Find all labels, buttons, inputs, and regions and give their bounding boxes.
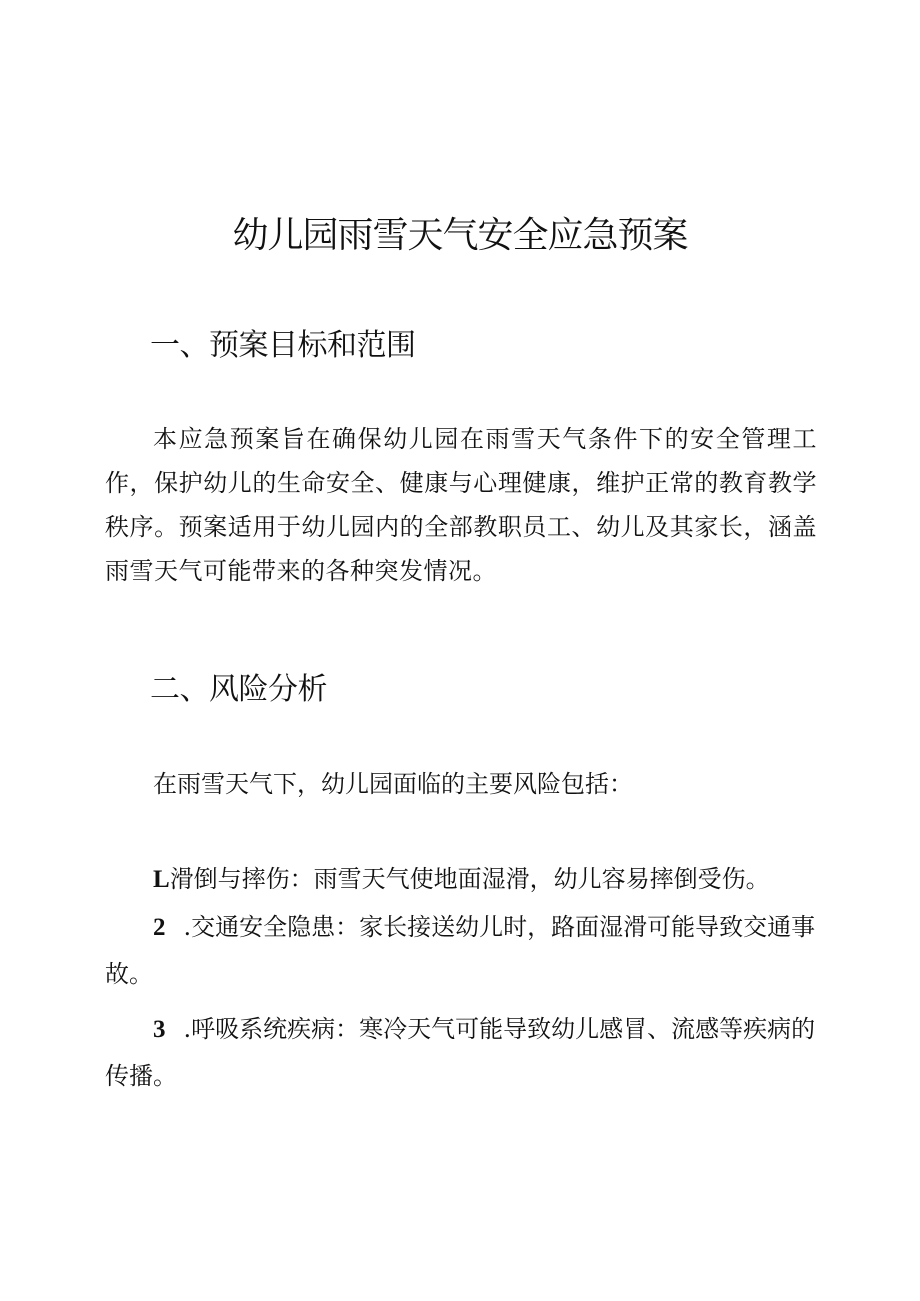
section-heading-goals-scope: 一、预案目标和范围 — [150, 328, 416, 363]
risk-analysis-lead: 在雨雪天气下，幼儿园面临的主要风险包括： — [153, 770, 633, 798]
risk-list-item-text: .呼吸系统疾病：寒冷天气可能导致幼儿感冒、流感等疾病的传播。 — [105, 1015, 816, 1090]
risk-list-item — [105, 856, 817, 903]
risk-list-item-text: 滑倒与摔伤：雨雪天气使地面湿滑，幼儿容易摔倒受伤。 — [169, 865, 770, 893]
risk-list-item-text: .交通安全隐患：家长接送幼儿时，路面湿滑可能导致交通事故。 — [105, 913, 816, 988]
risk-list-item-number: 2 — [153, 914, 166, 941]
risk-list-item-number: 3 — [153, 1016, 166, 1043]
section-heading-risk-analysis: 二、风险分析 — [150, 672, 327, 707]
risk-list-item — [105, 1006, 817, 1099]
risk-list-item — [105, 904, 817, 997]
risk-list-item-number: L — [153, 866, 170, 893]
section-paragraph-goals-scope: 本应急预案旨在确保幼儿园在雨雪天气条件下的安全管理工作，保护幼儿的生命安全、健康与心理健康，维护正常的教育教学秩序。预案适用于幼儿园内的全部教职员工、幼儿及其家长，涵盖雨雪天气可能带来的各种突发情况。 — [105, 425, 817, 585]
document-title: 幼儿园雨雪天气安全应急预案 — [232, 215, 688, 256]
